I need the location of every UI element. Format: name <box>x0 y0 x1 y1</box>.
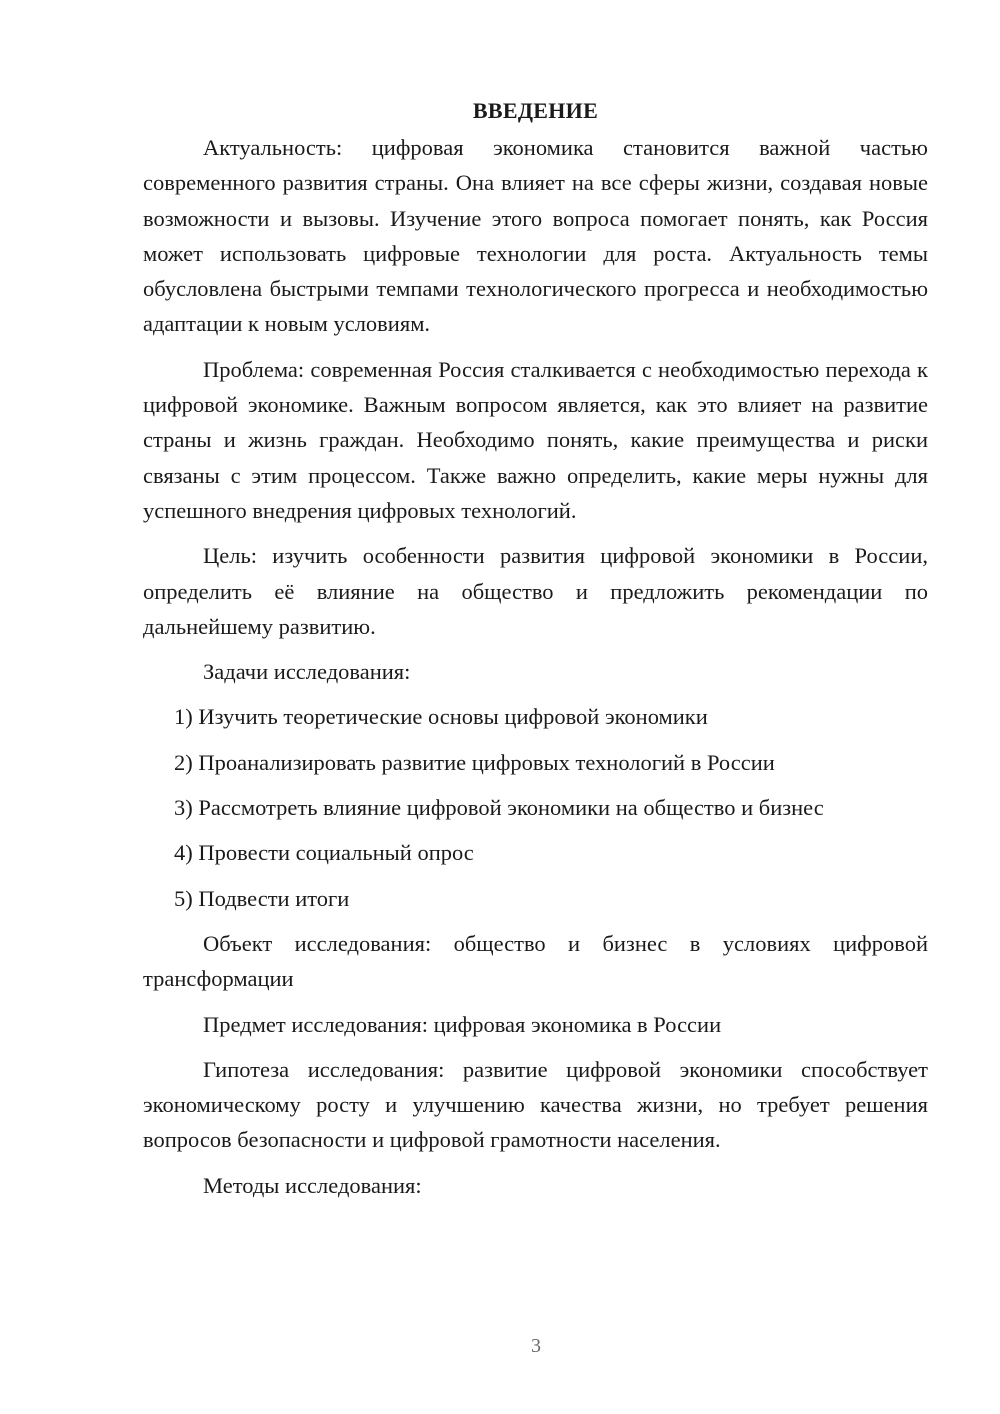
list-item: 5) Подвести итоги <box>174 885 350 911</box>
section-title: ВВЕДЕНИЕ <box>472 98 599 123</box>
tasks-heading: Задачи исследования: <box>203 659 411 685</box>
subject-paragraph: Предмет исследования: цифровая экономика в России <box>203 1011 722 1037</box>
problem-paragraph: Проблема: современная Россия сталкивается с необходимостью перехода к цифровой экономике. Важным вопросом является, как это влияет на развитие страны и жизнь граждан. Необходимо понять, какие преимущества и риски связаны с этим процессом. Также важно определить, какие меры нужны для успешного внедрения цифровых технологий. <box>143 356 928 523</box>
hypothesis-paragraph: Гипотеза исследования: развитие цифровой экономики способствует экономическому росту и улучшению качества жизни, но требует решения вопросов безопасности и цифровой грамотности населения. <box>143 1056 928 1153</box>
tasks-list <box>143 699 928 915</box>
list-item: 4) Провести социальный опрос <box>174 840 474 866</box>
object-paragraph: Объект исследования: общество и бизнес в условиях цифровой трансформации <box>143 930 928 992</box>
page-number: 3 <box>531 1335 541 1357</box>
document-page <box>143 96 928 1213</box>
methods-heading: Методы исследования: <box>203 1172 422 1198</box>
list-item: 3) Рассмотреть влияние цифровой экономики на общество и бизнес <box>174 795 824 821</box>
relevance-paragraph: Актуальность: цифровая экономика становится важной частью современного развития страны. Она влияет на все сферы жизни, создавая новые возможности и вызовы. Изучение этого вопроса помогает понять, как Россия может использовать цифровые технологии для роста. Актуальность темы обусловлена быстрыми темпами технологического прогресса и необходимостью адаптации к новым условиям. <box>143 135 928 337</box>
goal-paragraph: Цель: изучить особенности развития цифровой экономики в России, определить её влияние на общество и предложить рекомендации по дальнейшему развитию. <box>143 543 928 639</box>
list-item: 2) Проанализировать развитие цифровых технологий в России <box>174 749 775 775</box>
list-item: 1) Изучить теоретические основы цифровой экономики <box>174 704 708 730</box>
